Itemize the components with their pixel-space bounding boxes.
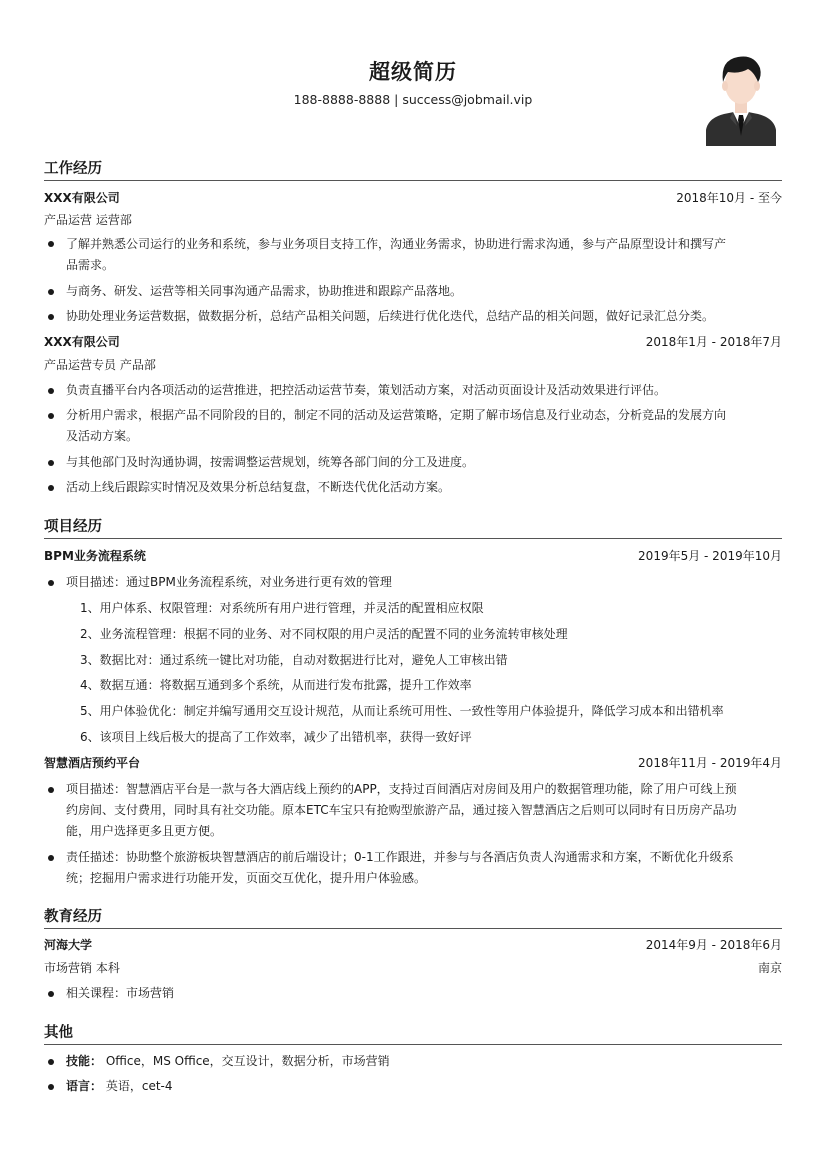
bullet-icon xyxy=(48,460,54,466)
project-desc: 项目描述：智慧酒店平台是一款与各大酒店线上预约的APP，支持过百间酒店对房间及用户的数据管理功能，除了用户可线上预 约房间、支付费用，同时具有社交功能。原本ETC车宝只有抢购型旅游产品，通过接入智慧酒店之后则可以同时有日历房产品功 能，用户选择更多且更方便。 xyxy=(66,782,737,838)
section-title-projects: 项目经历 xyxy=(44,519,102,535)
job-bullet: 负责直播平台内各项活动的运营推进，把控活动运营节奏，策划活动方案，对活动页面设计及活动效果进行评估。 xyxy=(66,383,667,397)
education-date: 2014年9月 - 2018年6月 xyxy=(645,938,782,952)
project-desc: 项目描述：通过BPM业务流程系统，对业务进行更有效的管理 xyxy=(66,575,392,589)
section-title-work: 工作经历 xyxy=(44,161,102,177)
resume-name: 超级简历 xyxy=(369,60,457,84)
education-major: 市场营销 本科 xyxy=(44,961,120,975)
job-bullet: 与商务、研发、运营等相关同事沟通产品需求，协助推进和跟踪产品落地。 xyxy=(66,284,463,298)
bullet-icon xyxy=(48,787,54,793)
project-point: 2、业务流程管理：根据不同的业务、对不同权限的用户灵活的配置不同的业务流转审核处理 xyxy=(80,627,568,641)
section-divider xyxy=(44,538,782,539)
bullet-icon xyxy=(48,388,54,394)
job-bullet: 活动上线后跟踪实时情况及效果分析总结复盘，不断迭代优化活动方案。 xyxy=(66,480,451,494)
education-courses: 相关课程：市场营销 xyxy=(66,986,175,1000)
bullet-icon xyxy=(48,241,54,247)
bullet-icon xyxy=(48,485,54,491)
job-bullet: 了解并熟悉公司运行的业务和系统，参与业务项目支持工作，沟通业务需求，协助进行需求沟通，参与产品原型设计和撰写产 品需求。 xyxy=(66,237,727,272)
bullet-icon xyxy=(48,991,54,997)
bullet-icon xyxy=(48,580,54,586)
section-divider xyxy=(44,1044,782,1045)
job-role: 产品运营专员 产品部 xyxy=(44,358,156,372)
project-duty: 责任描述：协助整个旅游板块智慧酒店的前后端设计；0-1工作跟进，并参与与各酒店负责人沟通需求和方案，不断优化升级系 统；挖掘用户需求进行功能开发，页面交互优化，提升用户体验感。 xyxy=(66,850,734,885)
section-divider xyxy=(44,928,782,929)
skills-label: 技能： xyxy=(66,1054,103,1068)
bullet-icon xyxy=(48,1084,54,1090)
school-name: 河海大学 xyxy=(44,938,93,952)
project-point: 4、数据互通：将数据互通到多个系统，从而进行发布批露，提升工作效率 xyxy=(80,678,472,692)
project-point: 6、该项目上线后极大的提高了工作效率，减少了出错机率，获得一致好评 xyxy=(80,730,472,744)
section-title-other: 其他 xyxy=(44,1025,73,1041)
bullet-icon xyxy=(48,1059,54,1065)
skills-value: Office，MS Office，交互设计，数据分析，市场营销 xyxy=(105,1054,390,1068)
project-point: 3、数据比对：通过系统一键比对功能，自动对数据进行比对，避免人工审核出错 xyxy=(80,653,508,667)
job-date: 2018年1月 - 2018年7月 xyxy=(645,335,782,349)
contact-info: 188-8888-8888 | success@jobmail.vip xyxy=(293,92,533,107)
job-bullet: 协助处理业务运营数据，做数据分析，总结产品相关问题，后续进行优化迭代，总结产品的相关问题，做好记录汇总分类。 xyxy=(66,309,715,323)
project-date: 2019年5月 - 2019年10月 xyxy=(638,549,782,563)
project-date: 2018年11月 - 2019年4月 xyxy=(638,756,782,770)
language-value: 英语，cet-4 xyxy=(105,1079,173,1093)
bullet-icon xyxy=(48,314,54,320)
project-name: 智慧酒店预约平台 xyxy=(44,756,141,770)
job-date: 2018年10月 - 至今 xyxy=(676,191,782,205)
job-bullet: 与其他部门及时沟通协调，按需调整运营规划，统筹各部门间的分工及进度。 xyxy=(66,455,475,469)
skills-line xyxy=(66,1051,782,1072)
bullet-icon xyxy=(48,855,54,861)
job-bullet: 分析用户需求，根据产品不同阶段的目的，制定不同的活动及运营策略，定期了解市场信息及行业动态，分析竞品的发展方向 及活动方案。 xyxy=(66,408,727,443)
job-company: XXX有限公司 xyxy=(44,335,120,349)
language-label: 语言： xyxy=(66,1079,103,1093)
project-point: 1、用户体系、权限管理：对系统所有用户进行管理，并灵活的配置相应权限 xyxy=(80,601,484,615)
project-name: BPM业务流程系统 xyxy=(44,549,146,563)
person-avatar-icon xyxy=(704,52,778,146)
bullet-icon xyxy=(48,289,54,295)
bullet-icon xyxy=(48,413,54,419)
project-point: 5、用户体验优化：制定并编写通用交互设计规范，从而让系统可用性、一致性等用户体验提升，降低学习成本和出错机率 xyxy=(80,704,724,718)
section-title-education: 教育经历 xyxy=(44,909,102,925)
language-line xyxy=(66,1076,782,1097)
job-company: XXX有限公司 xyxy=(44,191,120,205)
education-city: 南京 xyxy=(757,961,782,975)
job-role: 产品运营 运营部 xyxy=(44,213,132,227)
section-divider xyxy=(44,180,782,181)
